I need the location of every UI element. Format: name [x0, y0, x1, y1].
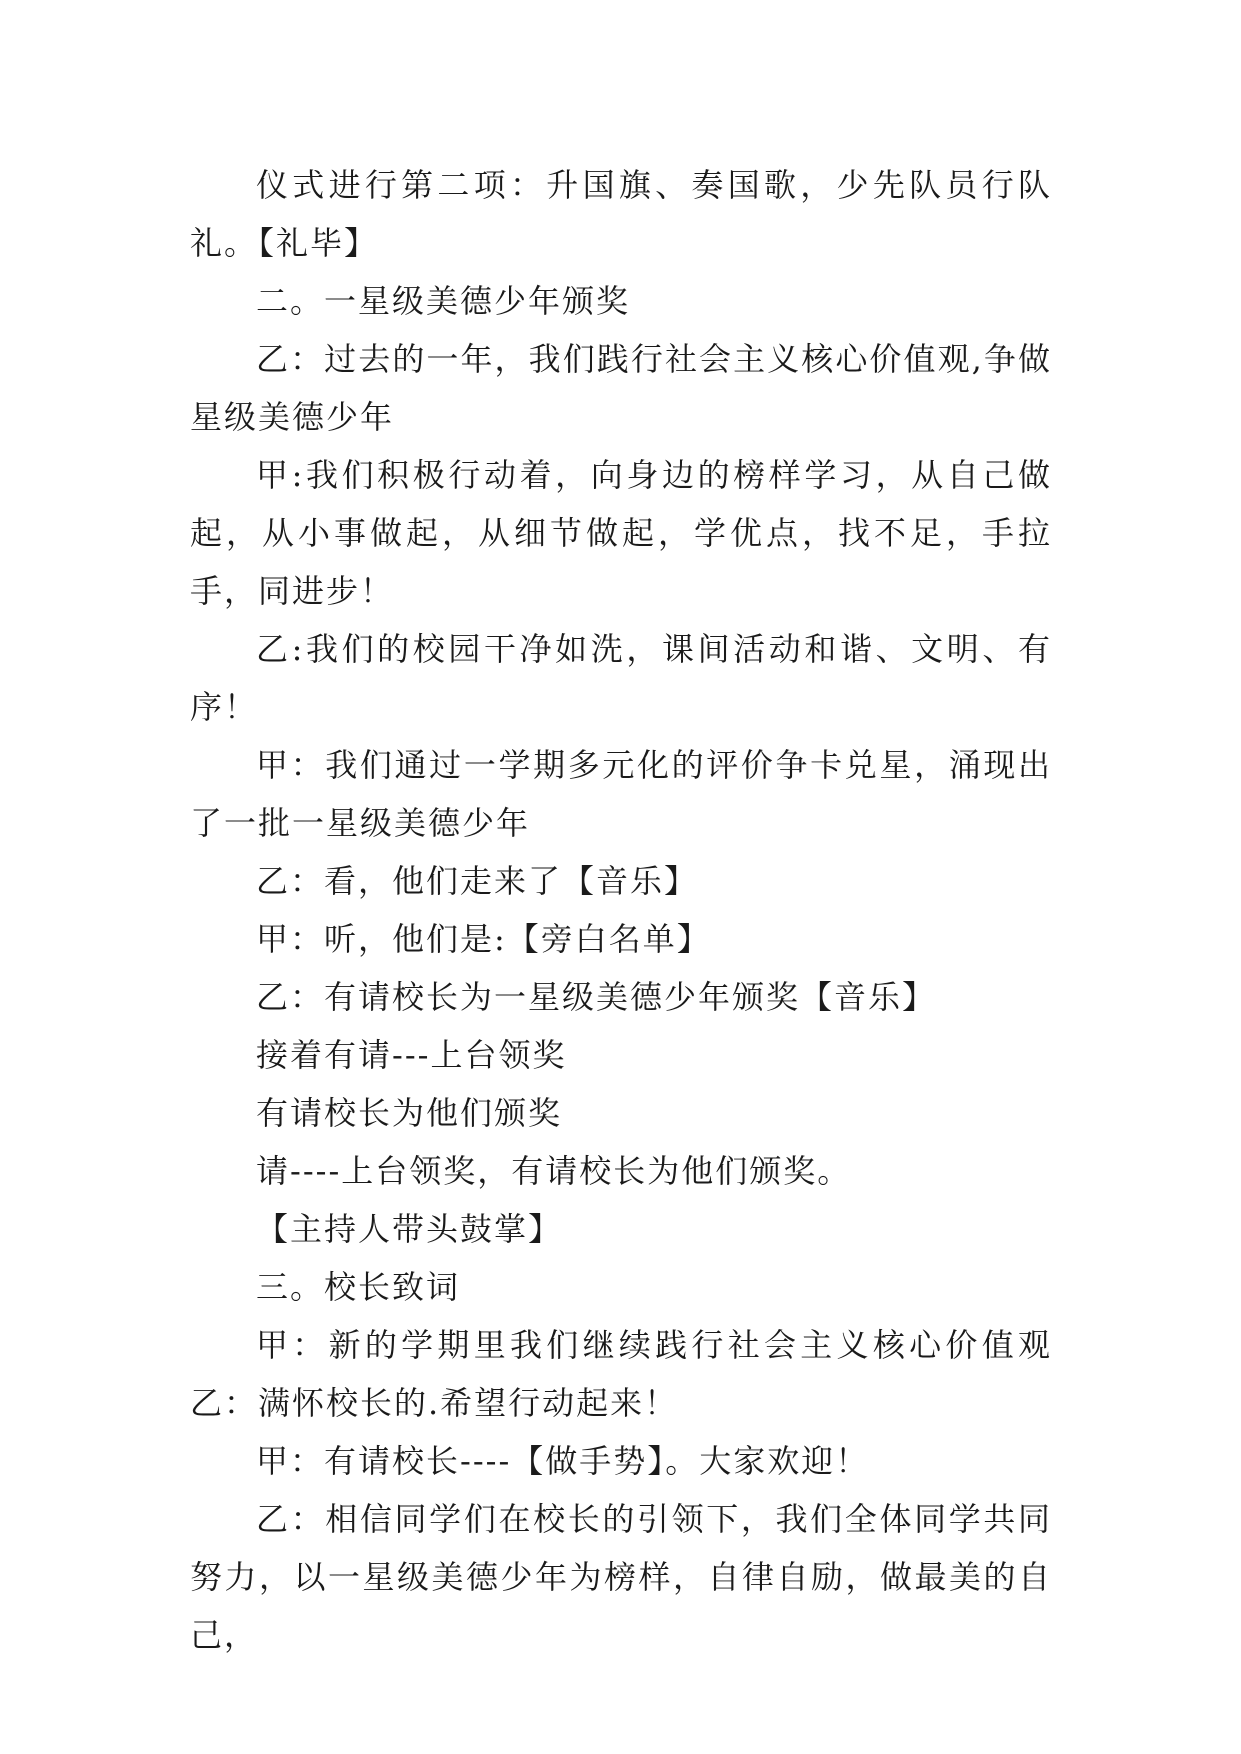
- paragraph-instruction: 请----上台领奖，有请校长为他们颁奖。: [256, 1152, 852, 1190]
- section-heading-award: 二。一星级美德少年颁奖: [256, 282, 631, 320]
- paragraph-dialogue: 乙：有请校长为一星级美德少年颁奖【音乐】: [256, 978, 937, 1016]
- paragraph-instruction: 接着有请---上台领奖: [256, 1036, 567, 1074]
- paragraph-stage-note: 【主持人带头鼓掌】: [256, 1210, 563, 1248]
- paragraph-dialogue: 乙：相信同学们在校长的引领下，我们全体同学共同努力，以一星级美德少年为榜样，自律自励，做最美的自己，: [190, 1500, 1052, 1654]
- paragraph-dialogue: 甲：我们通过一学期多元化的评价争卡兑星，涌现出了一批一星级美德少年: [190, 746, 1052, 842]
- paragraph-ceremony-item-two: 仪式进行第二项：升国旗、奏国歌，少先队员行队礼。【礼毕】: [190, 166, 1052, 262]
- paragraph-dialogue: 乙：看，他们走来了【音乐】: [256, 862, 699, 900]
- paragraph-dialogue: 乙:我们的校园干净如洗，课间活动和谐、文明、有序！: [190, 630, 1052, 726]
- paragraph-dialogue: 甲：有请校长----【做手势】。大家欢迎！: [256, 1442, 870, 1480]
- paragraph-dialogue: 乙：过去的一年，我们践行社会主义核心价值观,争做星级美德少年: [190, 340, 1052, 436]
- paragraph-dialogue: 甲：新的学期里我们继续践行社会主义核心价值观乙：满怀校长的.希望行动起来！: [190, 1326, 1052, 1422]
- paragraph-dialogue: 甲：听，他们是:【旁白名单】: [256, 920, 711, 958]
- paragraph-dialogue: 甲:我们积极行动着，向身边的榜样学习，从自己做起，从小事做起，从细节做起，学优点，找不足，手拉手，同进步！: [190, 456, 1052, 610]
- paragraph-instruction: 有请校长为他们颁奖: [256, 1094, 563, 1132]
- document-body: [190, 156, 1052, 1664]
- section-heading-speech: 三。校长致词: [256, 1268, 461, 1306]
